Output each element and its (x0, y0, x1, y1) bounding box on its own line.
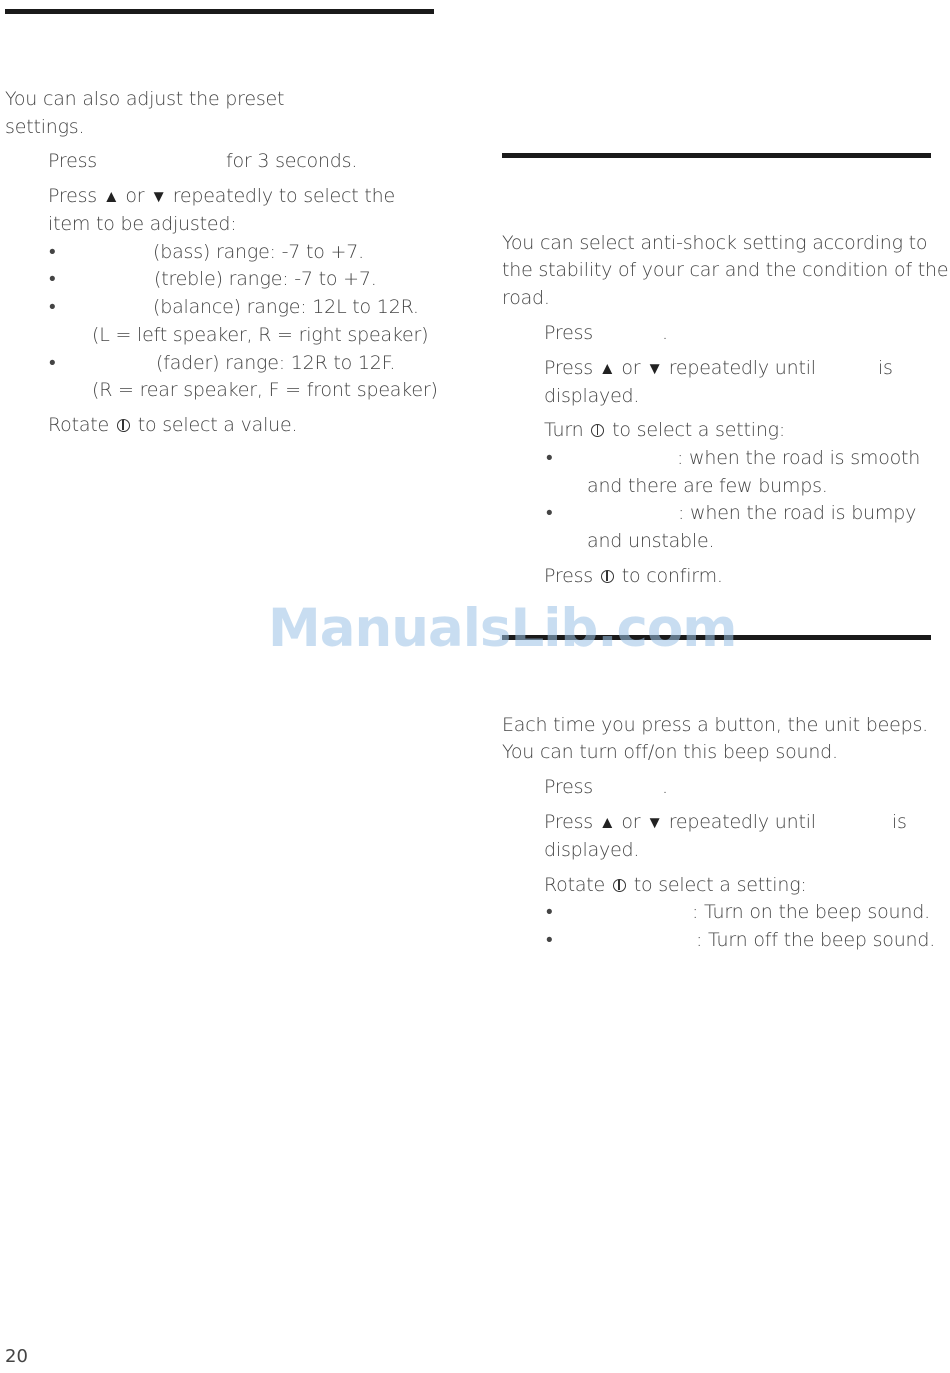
left-step2: Press ▲ or ▼ repeatedly to select the (48, 183, 395, 212)
left-step1-press: Press (48, 150, 98, 172)
triangle-up-icon: ▲ (598, 359, 616, 379)
shock-intro-line2: the stability of your car and the condition of the (502, 259, 949, 281)
left-step1 (48, 148, 357, 176)
shock-step2-cont: displayed. (544, 385, 640, 407)
left-bullet-bass: (bass) range: -7 to +7. (153, 241, 364, 263)
beep-bullet-mark-1: • (546, 901, 553, 923)
left-bullet-mark-treble: • (49, 268, 56, 290)
shock-bullet-2-cont: and unstable. (587, 530, 715, 552)
shock-bullet-1: : when the road is smooth (677, 447, 921, 469)
beep-intro-line1: Each time you press a button, the unit beeps. (502, 714, 929, 736)
left-bullet-mark-fader: • (49, 352, 56, 374)
shock-bullet-2: : when the road is bumpy (678, 502, 917, 524)
triangle-up-icon: ▲ (102, 187, 120, 207)
section-rule-anti-shock (502, 153, 931, 158)
volume-knob-icon (613, 879, 626, 892)
shock-step1: Press . (544, 322, 668, 344)
section-rule-left (5, 9, 434, 14)
beep-step2-cont: displayed. (544, 839, 640, 861)
beep-step2: Press ▲ or ▼ repeatedly until is (544, 809, 907, 838)
left-step2-cont: item to be adjusted: (48, 213, 237, 235)
left-balance-note: (L = left speaker, R = right speaker) (92, 324, 429, 346)
beep-intro-line2: You can turn off/on this beep sound. (502, 741, 838, 763)
shock-bullet-mark-2: • (546, 502, 553, 524)
left-step1-duration: for 3 seconds. (226, 150, 358, 172)
triangle-down-icon: ▼ (646, 813, 663, 833)
left-bullet-treble: (treble) range: -7 to +7. (154, 268, 377, 290)
left-bullet-fader: (fader) range: 12R to 12F. (156, 352, 396, 374)
volume-knob-icon (591, 424, 604, 437)
left-intro-line2: settings. (5, 116, 85, 138)
shock-step4: Press to confirm. (544, 565, 723, 587)
left-step3: Rotate to select a value. (48, 414, 298, 436)
left-bullet-mark-bass: • (49, 241, 56, 263)
shock-bullet-1-cont: and there are few bumps. (587, 475, 828, 497)
page-number: 20 (5, 1346, 28, 1367)
left-bullet-balance: (balance) range: 12L to 12R. (153, 296, 419, 318)
beep-step1: Press . (544, 776, 668, 798)
shock-intro-line1: You can select anti-shock setting according to (502, 232, 928, 254)
shock-step3: Turn to select a setting: (544, 419, 786, 441)
triangle-up-icon: ▲ (598, 813, 616, 833)
left-intro-line1: You can also adjust the preset (5, 88, 285, 110)
left-bullet-mark-balance: • (49, 296, 56, 318)
shock-bullet-mark-1: • (546, 447, 553, 469)
beep-bullet-1: : Turn on the beep sound. (692, 901, 930, 923)
volume-knob-icon (117, 419, 130, 432)
watermark: ManualsLib.com (268, 598, 737, 659)
triangle-down-icon: ▼ (646, 359, 663, 379)
volume-knob-icon (601, 570, 614, 583)
beep-bullet-2: : Turn off the beep sound. (696, 929, 936, 951)
shock-intro-line3: road. (502, 287, 550, 309)
triangle-down-icon: ▼ (150, 187, 167, 207)
beep-step3: Rotate to select a setting: (544, 874, 807, 896)
beep-bullet-mark-2: • (546, 929, 553, 951)
left-fader-note: (R = rear speaker, F = front speaker) (92, 379, 438, 401)
shock-step2: Press ▲ or ▼ repeatedly until is (544, 355, 893, 384)
